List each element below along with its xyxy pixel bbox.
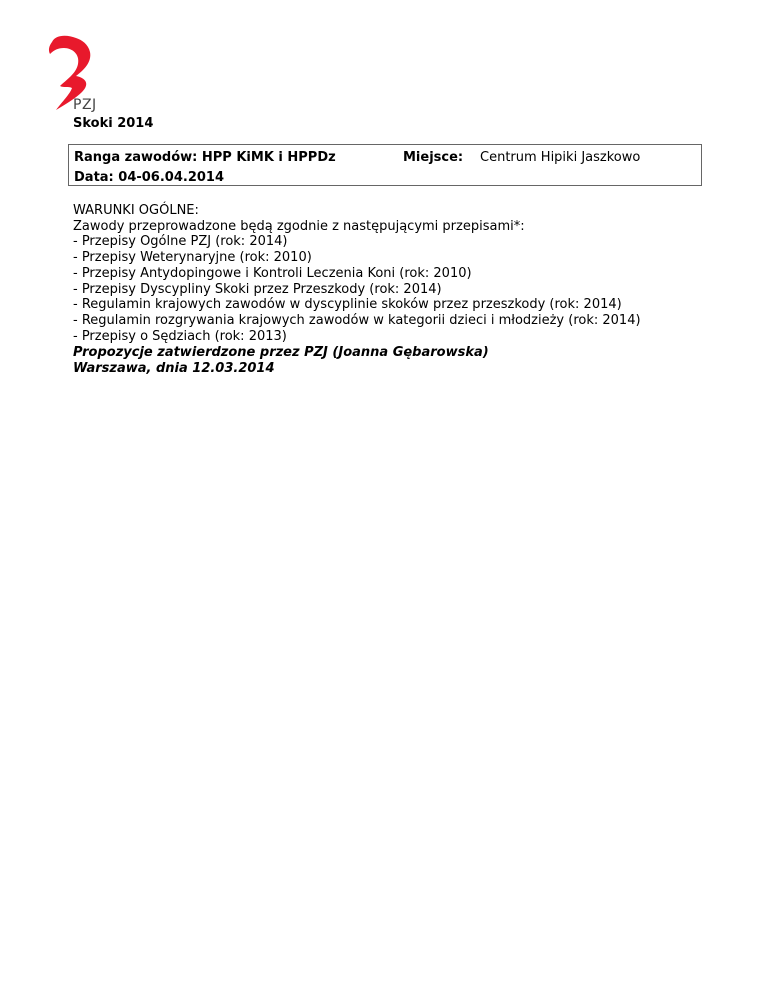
place-value: Centrum Hipiki Jaszkowo [480, 150, 641, 165]
general-conditions [73, 203, 733, 344]
approval-date: Warszawa, dnia 12.03.2014 [73, 360, 275, 376]
logo-text: PZJ [73, 97, 97, 113]
conditions-heading: WARUNKI OGÓLNE: [73, 203, 199, 218]
list-item: - Regulamin krajowych zawodów w dyscyplinie skoków przez przeszkody (rok: 2014) [73, 297, 622, 313]
competition-date: Data: 04-06.04.2014 [74, 170, 225, 185]
competition-rank: Ranga zawodów: HPP KiMK i HPPDz [74, 150, 336, 165]
conditions-intro: Zawody przeprowadzone będą zgodnie z następującymi przepisami*: [73, 218, 525, 234]
approval-note [73, 345, 489, 376]
document-title: Skoki 2014 [73, 116, 154, 131]
approval-line: Propozycje zatwierdzone przez PZJ (Joanna Gębarowska) [73, 345, 489, 360]
competition-info-box [68, 144, 702, 186]
list-item: - Przepisy Weterynaryjne (rok: 2010) [73, 250, 312, 266]
list-item: - Przepisy Dyscypliny Skoki przez Przeszkody (rok: 2014) [73, 281, 442, 297]
list-item: - Przepisy o Sędziach (rok: 2013) [73, 328, 287, 344]
list-item: - Przepisy Antydopingowe i Kontroli Leczenia Koni (rok: 2010) [73, 265, 472, 281]
place-label: Miejsce: [403, 150, 464, 165]
list-item: - Regulamin rozgrywania krajowych zawodów w kategorii dzieci i młodzieży (rok: 2014) [73, 312, 641, 328]
list-item: - Przepisy Ogólne PZJ (rok: 2014) [73, 234, 288, 250]
